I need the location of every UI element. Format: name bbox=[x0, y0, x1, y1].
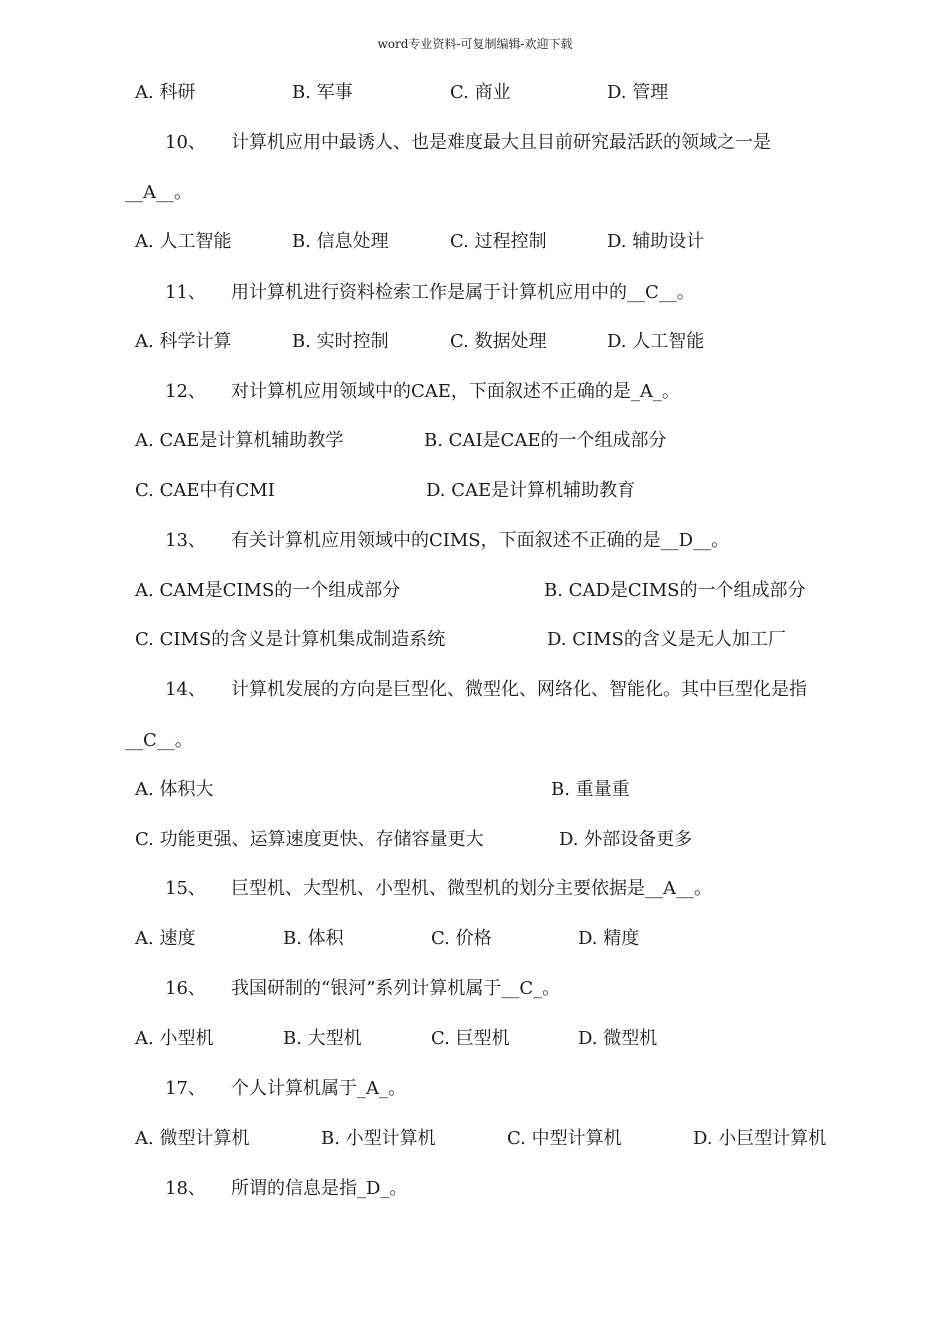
question-text: 我国研制的“银河”系列计算机属于__C_。 bbox=[231, 978, 561, 999]
q9-option-c: C. 商业 bbox=[450, 82, 511, 103]
q10-option-c: C. 过程控制 bbox=[450, 231, 547, 252]
q14-option-a: A. 体积大 bbox=[135, 779, 214, 800]
q15-option-c: C. 价格 bbox=[431, 928, 492, 949]
q12-option-a: A. CAE是计算机辅助教学 bbox=[135, 430, 344, 451]
question-text-cont: __C__。 bbox=[125, 730, 193, 751]
q15-option-b: B. 体积 bbox=[283, 928, 344, 949]
q16-option-c: C. 巨型机 bbox=[431, 1028, 510, 1049]
q11-option-a: A. 科学计算 bbox=[135, 331, 232, 352]
question-number: 16、 bbox=[165, 978, 206, 999]
question-number: 10、 bbox=[165, 132, 206, 153]
q11-option-c: C. 数据处理 bbox=[450, 331, 547, 352]
q14-option-c: C. 功能更强、运算速度更快、存储容量更大 bbox=[135, 829, 484, 850]
q17-option-b: B. 小型计算机 bbox=[321, 1128, 436, 1149]
q9-option-a: A. 科研 bbox=[135, 82, 196, 103]
q11-option-d: D. 人工智能 bbox=[607, 331, 705, 352]
q12-option-d: D. CAE是计算机辅助教育 bbox=[426, 480, 636, 501]
question-number: 18、 bbox=[165, 1178, 206, 1199]
question-text: 巨型机、大型机、小型机、微型机的划分主要依据是__A__。 bbox=[231, 878, 712, 899]
q13-option-a: A. CAM是CIMS的一个组成部分 bbox=[135, 580, 401, 601]
q9-option-b: B. 军事 bbox=[292, 82, 353, 103]
q10-option-d: D. 辅助设计 bbox=[607, 231, 705, 252]
question-number: 17、 bbox=[165, 1078, 206, 1099]
q13-option-d: D. CIMS的含义是无人加工厂 bbox=[547, 629, 786, 650]
q9-option-d: D. 管理 bbox=[607, 82, 669, 103]
question-number: 12、 bbox=[165, 381, 206, 402]
question-text: 计算机发展的方向是巨型化、微型化、网络化、智能化。其中巨型化是指 bbox=[231, 679, 807, 700]
q14-option-d: D. 外部设备更多 bbox=[559, 829, 693, 850]
q15-option-d: D. 精度 bbox=[578, 928, 640, 949]
q12-option-b: B. CAI是CAE的一个组成部分 bbox=[424, 430, 667, 451]
page-header: word专业资料-可复制编辑-欢迎下载 bbox=[377, 37, 573, 51]
question-text: 有关计算机应用领域中的CIMS，下面叙述不正确的是__D__。 bbox=[231, 530, 730, 551]
question-number: 11、 bbox=[165, 282, 206, 303]
q10-option-b: B. 信息处理 bbox=[292, 231, 389, 252]
question-text: 用计算机进行资料检索工作是属于计算机应用中的__C__。 bbox=[231, 282, 695, 303]
question-number: 13、 bbox=[165, 530, 206, 551]
q16-option-a: A. 小型机 bbox=[135, 1028, 214, 1049]
question-text: 个人计算机属于_A_。 bbox=[231, 1078, 406, 1099]
q17-option-a: A. 微型计算机 bbox=[135, 1128, 250, 1149]
question-text-cont: __A__。 bbox=[125, 182, 192, 203]
q11-option-b: B. 实时控制 bbox=[292, 331, 389, 352]
question-text: 计算机应用中最诱人、也是难度最大且目前研究最活跃的领域之一是 bbox=[231, 132, 771, 153]
q15-option-a: A. 速度 bbox=[135, 928, 196, 949]
q13-option-c: C. CIMS的含义是计算机集成制造系统 bbox=[135, 629, 446, 650]
q12-option-c: C. CAE中有CMI bbox=[135, 480, 275, 501]
q13-option-b: B. CAD是CIMS的一个组成部分 bbox=[544, 580, 806, 601]
q14-option-b: B. 重量重 bbox=[551, 779, 630, 800]
q16-option-d: D. 微型机 bbox=[578, 1028, 658, 1049]
q17-option-c: C. 中型计算机 bbox=[507, 1128, 622, 1149]
question-number: 14、 bbox=[165, 679, 206, 700]
question-number: 15、 bbox=[165, 878, 206, 899]
q10-option-a: A. 人工智能 bbox=[135, 231, 232, 252]
q17-option-d: D. 小巨型计算机 bbox=[693, 1128, 827, 1149]
q16-option-b: B. 大型机 bbox=[283, 1028, 362, 1049]
question-text: 所谓的信息是指_D_。 bbox=[231, 1178, 408, 1199]
question-text: 对计算机应用领域中的CAE，下面叙述不正确的是_A_。 bbox=[231, 381, 680, 402]
